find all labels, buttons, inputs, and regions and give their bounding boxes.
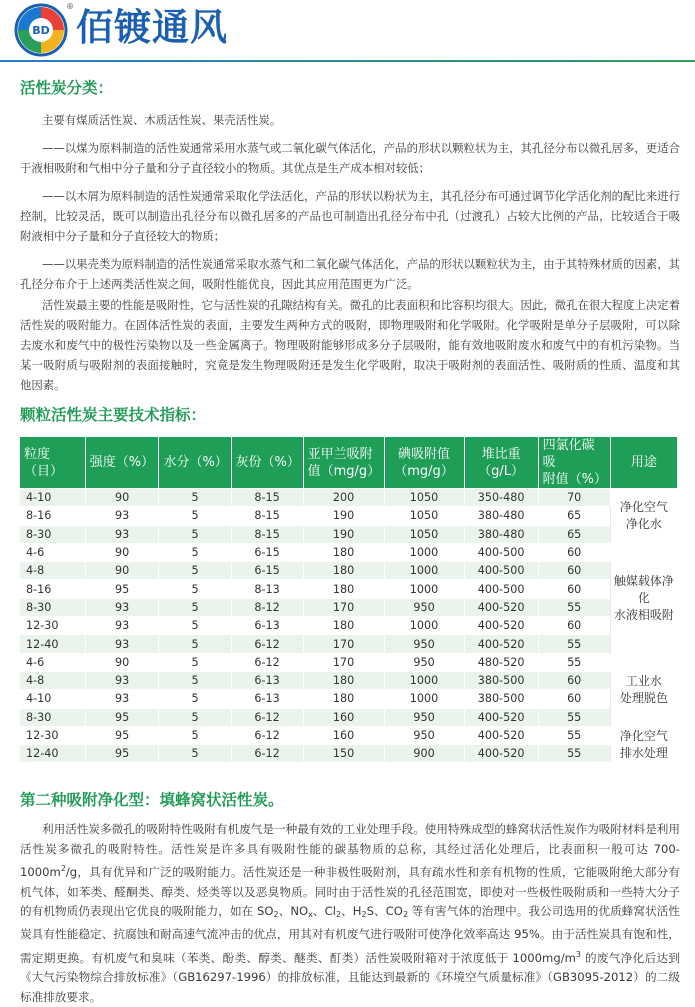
cell-ash: 6-12 xyxy=(231,653,303,671)
cell-methylene: 180 xyxy=(303,617,384,635)
cell-ash: 6-15 xyxy=(231,543,303,561)
cell-ash: 8-12 xyxy=(231,598,303,616)
cell-iodine: 950 xyxy=(384,653,464,671)
cell-strength: 93 xyxy=(85,525,159,543)
paragraph-types: 主要有煤质活性炭、木质活性炭、果壳活性炭。 xyxy=(42,113,282,127)
cell-density: 400-520 xyxy=(464,745,538,763)
table-row xyxy=(20,726,678,744)
col-header-usage: 用途 xyxy=(610,437,677,489)
cell-density: 380-500 xyxy=(464,671,538,689)
table-row xyxy=(20,543,678,561)
cell-ash: 8-13 xyxy=(231,580,303,598)
cell-mesh: 12-30 xyxy=(20,617,86,635)
cell-ctc: 60 xyxy=(538,562,610,580)
brand-logo-icon xyxy=(14,3,68,57)
table-row xyxy=(20,690,678,708)
paragraph-adsorption: 活性炭最主要的性能是吸附性，它与活性炭的孔隙结构有关。微孔的比表面积和比容积均很大。因此，微孔在很大程度上决定着活性炭的吸附能力。在固体活性炭的表面，主要发生两种方式的吸附，即物理吸附和化学吸附。化学吸附是单分子层吸附，可以除去废水和废气中的极性污染物以及一些金属离子。物理吸附能够形成多分子层吸附，能有效地吸附废水和废气中的有机污染物。当某一吸附质与吸附剂的表面接触时，究竟是发生物理吸附还是发生化学吸附，取决于吸附剂的表面活性、吸附质的性质、温度和其他因素。 xyxy=(20,298,680,392)
col-header-ctc: 四氯化碳吸 附值（%） xyxy=(538,437,610,489)
col-header-methylene: 亚甲兰吸附 值（mg/g） xyxy=(303,437,384,489)
cell-moisture: 5 xyxy=(159,489,231,507)
cell-mesh: 8-16 xyxy=(20,580,86,598)
cell-strength: 93 xyxy=(85,635,159,653)
cell-density: 400-520 xyxy=(464,726,538,744)
cell-ctc: 55 xyxy=(538,726,610,744)
cell-ctc: 55 xyxy=(538,635,610,653)
cell-mesh: 8-30 xyxy=(20,708,86,726)
cell-methylene: 200 xyxy=(303,489,384,507)
table-row xyxy=(20,671,678,689)
cell-iodine: 950 xyxy=(384,598,464,616)
cell-strength: 93 xyxy=(85,690,159,708)
cell-iodine: 1000 xyxy=(384,543,464,561)
cell-iodine: 1000 xyxy=(384,562,464,580)
cell-strength: 95 xyxy=(85,580,159,598)
cell-moisture: 5 xyxy=(159,690,231,708)
header-divider xyxy=(0,60,695,62)
cell-strength: 90 xyxy=(85,543,159,561)
cell-density: 400-520 xyxy=(464,598,538,616)
cell-methylene: 180 xyxy=(303,580,384,598)
cell-ash: 6-15 xyxy=(231,562,303,580)
cell-usage: 净化空气 净化水 xyxy=(610,489,677,544)
cell-strength: 90 xyxy=(85,653,159,671)
cell-density: 400-500 xyxy=(464,580,538,598)
brand-name: 佰镀通风 xyxy=(76,6,228,49)
cell-ctc: 55 xyxy=(538,653,610,671)
cell-iodine: 1050 xyxy=(384,525,464,543)
cell-strength: 95 xyxy=(85,726,159,744)
paragraph-coal-carbon: ——以煤为原料制造的活性炭通常采用水蒸气或二氧化碳气体活化，产品的形状以颗粒状为主，其孔径分布以微孔居多，更适合于液相吸附和气相中分子量和分子直径较小的物质。其优点是生产成本相对较低； xyxy=(20,141,680,175)
cell-moisture: 5 xyxy=(159,507,231,525)
cell-methylene: 180 xyxy=(303,671,384,689)
section-title-honeycomb: 第二种吸附净化型：填蜂窝状活性炭。 xyxy=(20,791,284,809)
registered-mark: ® xyxy=(66,2,74,11)
cell-ash: 8-15 xyxy=(231,507,303,525)
cell-ctc: 70 xyxy=(538,489,610,507)
cell-methylene: 150 xyxy=(303,745,384,763)
cell-ash: 8-15 xyxy=(231,489,303,507)
cell-mesh: 8-16 xyxy=(20,507,86,525)
cell-mesh: 4-8 xyxy=(20,562,86,580)
cell-strength: 95 xyxy=(85,745,159,763)
cell-mesh: 4-10 xyxy=(20,489,86,507)
table-row xyxy=(20,617,678,635)
cell-mesh: 12-40 xyxy=(20,745,86,763)
cell-moisture: 5 xyxy=(159,598,231,616)
cell-density: 400-520 xyxy=(464,708,538,726)
table-row xyxy=(20,708,678,726)
cell-mesh: 8-30 xyxy=(20,525,86,543)
cell-density: 480-520 xyxy=(464,653,538,671)
cell-iodine: 1000 xyxy=(384,580,464,598)
cell-usage: 触媒载体净化 水液相吸附 xyxy=(610,543,677,653)
cell-methylene: 190 xyxy=(303,525,384,543)
cell-ctc: 55 xyxy=(538,708,610,726)
col-header-moisture: 水分（%） xyxy=(159,437,231,489)
cell-moisture: 5 xyxy=(159,562,231,580)
cell-moisture: 5 xyxy=(159,635,231,653)
cell-ash: 6-13 xyxy=(231,690,303,708)
cell-ctc: 55 xyxy=(538,745,610,763)
paragraph-wood-carbon: ——以木屑为原料制造的活性炭通常采取化学法活化，产品的形状以粉状为主，其孔径分布可通过调节化学活化剂的配比来进行控制，比较灵活，既可以制造出孔径分布以微孔居多的产品也可制造出孔径分布中孔（过渡孔）占较大比例的产品，比较适合于吸附液相中分子量和分子直径较大的物质； xyxy=(20,189,680,243)
cell-ctc: 60 xyxy=(538,690,610,708)
cell-mesh: 4-6 xyxy=(20,543,86,561)
cell-density: 380-500 xyxy=(464,690,538,708)
cell-density: 350-480 xyxy=(464,489,538,507)
table-row xyxy=(20,745,678,763)
cell-strength: 93 xyxy=(85,671,159,689)
cell-ash: 6-13 xyxy=(231,617,303,635)
cell-methylene: 160 xyxy=(303,726,384,744)
cell-strength: 93 xyxy=(85,507,159,525)
logo-letters: BD xyxy=(32,24,50,37)
cell-ash: 6-13 xyxy=(231,671,303,689)
cell-usage: 净化空气 排水处理 xyxy=(610,726,677,763)
cell-iodine: 950 xyxy=(384,726,464,744)
table-row xyxy=(20,580,678,598)
cell-moisture: 5 xyxy=(159,543,231,561)
cell-ctc: 60 xyxy=(538,543,610,561)
cell-iodine: 900 xyxy=(384,745,464,763)
cell-iodine: 1050 xyxy=(384,507,464,525)
cell-ash: 6-12 xyxy=(231,635,303,653)
section-title-specs: 颗粒活性炭主要技术指标： xyxy=(20,406,207,424)
cell-density: 380-480 xyxy=(464,507,538,525)
cell-moisture: 5 xyxy=(159,671,231,689)
cell-moisture: 5 xyxy=(159,708,231,726)
cell-ctc: 65 xyxy=(538,525,610,543)
cell-ash: 8-15 xyxy=(231,525,303,543)
cell-iodine: 950 xyxy=(384,635,464,653)
spec-table xyxy=(19,436,678,763)
header xyxy=(0,0,695,62)
col-header-mesh: 粒度（目） xyxy=(20,437,86,489)
spec-table-header xyxy=(20,437,678,489)
cell-strength: 93 xyxy=(85,617,159,635)
table-row xyxy=(20,507,678,525)
cell-strength: 93 xyxy=(85,598,159,616)
cell-strength: 95 xyxy=(85,708,159,726)
cell-moisture: 5 xyxy=(159,745,231,763)
cell-ash: 6-12 xyxy=(231,745,303,763)
col-header-ash: 灰份（%） xyxy=(231,437,303,489)
cell-iodine: 1000 xyxy=(384,617,464,635)
cell-moisture: 5 xyxy=(159,617,231,635)
cell-density: 400-500 xyxy=(464,543,538,561)
cell-iodine: 1050 xyxy=(384,489,464,507)
cell-density: 400-500 xyxy=(464,562,538,580)
cell-methylene: 160 xyxy=(303,708,384,726)
cell-ctc: 55 xyxy=(538,598,610,616)
cell-methylene: 170 xyxy=(303,635,384,653)
table-row xyxy=(20,653,678,671)
cell-iodine: 1000 xyxy=(384,671,464,689)
cell-methylene: 180 xyxy=(303,562,384,580)
cell-usage: 工业水 处理脱色 xyxy=(610,653,677,726)
table-row xyxy=(20,562,678,580)
col-header-iodine: 碘吸附值 （mg/g） xyxy=(384,437,464,489)
cell-strength: 90 xyxy=(85,489,159,507)
cell-ctc: 65 xyxy=(538,507,610,525)
cell-methylene: 170 xyxy=(303,653,384,671)
table-row xyxy=(20,489,678,507)
cell-strength: 90 xyxy=(85,562,159,580)
cell-mesh: 4-6 xyxy=(20,653,86,671)
cell-density: 400-520 xyxy=(464,635,538,653)
cell-ctc: 60 xyxy=(538,671,610,689)
cell-iodine: 1000 xyxy=(384,690,464,708)
col-header-strength: 强度（%） xyxy=(85,437,159,489)
cell-methylene: 180 xyxy=(303,690,384,708)
cell-density: 380-480 xyxy=(464,525,538,543)
cell-ctc: 60 xyxy=(538,617,610,635)
cell-methylene: 170 xyxy=(303,598,384,616)
cell-ash: 6-12 xyxy=(231,726,303,744)
cell-mesh: 12-30 xyxy=(20,726,86,744)
cell-moisture: 5 xyxy=(159,580,231,598)
table-row xyxy=(20,598,678,616)
section-title-classification: 活性炭分类： xyxy=(20,79,114,97)
cell-ctc: 60 xyxy=(538,580,610,598)
cell-mesh: 4-10 xyxy=(20,690,86,708)
col-header-density: 堆比重 （g/L） xyxy=(464,437,538,489)
cell-moisture: 5 xyxy=(159,653,231,671)
cell-density: 400-520 xyxy=(464,617,538,635)
paragraph-shell-carbon: ——以果壳类为原料制造的活性炭通常采取水蒸气和二氧化碳气体活化，产品的形状以颗粒状为主，由于其特殊材质的因素，其孔径分布介于上述两类活性炭之间，吸附性能优良，因此其应用范围更为广泛。 xyxy=(20,257,680,291)
cell-mesh: 8-30 xyxy=(20,598,86,616)
cell-moisture: 5 xyxy=(159,525,231,543)
table-row xyxy=(20,525,678,543)
cell-mesh: 12-40 xyxy=(20,635,86,653)
cell-moisture: 5 xyxy=(159,726,231,744)
cell-methylene: 190 xyxy=(303,507,384,525)
cell-mesh: 4-8 xyxy=(20,671,86,689)
table-row xyxy=(20,635,678,653)
paragraph-honeycomb: 利用活性炭多微孔的吸附特性吸附有机废气是一种最有效的工业处理手段。使用特殊成型的蜂窝状活性炭作为吸附材料是利用活性炭多微孔的吸附特性。活性炭是许多具有吸附性能的碳基物质的总称，其经过活化处理后，比表面积一般可达 $700-1000m^2/g$，具有优异和广泛的吸附能力。活性炭还是一种非极性吸附剂，具有疏水性和亲有机物的性质，它能吸附绝大部分有机气体，如苯类、醛酮类、醇类、烃类等以及恶臭物质。同时由于活性炭的孔径范围宽，即使对一些极性吸附质和一些特大分子的有机物质仍表现出它优良的吸附能力，如在 $SO_2$、$NO_x$、$Cl_2$、$H_2S$、$CO_2$ 等有害气体的治理中。我公司选用的优质蜂窝状活性炭具有性能稳定、抗腐蚀和耐高速气流冲击的优点，用其对有机废气进行吸附可使净化效率高达 95%。由于活性炭具有饱和性，需定期更换。有机废气和臭味（苯类、酚类、醇类、醚类、酊类）活性炭吸附箱对于浓度低于 $1000mg/m^3$ 的废气净化后达到《大气污染物综合排放标准》（GB16297-1996）的排放标准，且能达到最新的《环境空气质量标准》（GB3095-2012）的二级标准排放要求。 xyxy=(20,822,681,1004)
cell-iodine: 950 xyxy=(384,708,464,726)
cell-ash: 6-12 xyxy=(231,708,303,726)
cell-methylene: 180 xyxy=(303,543,384,561)
